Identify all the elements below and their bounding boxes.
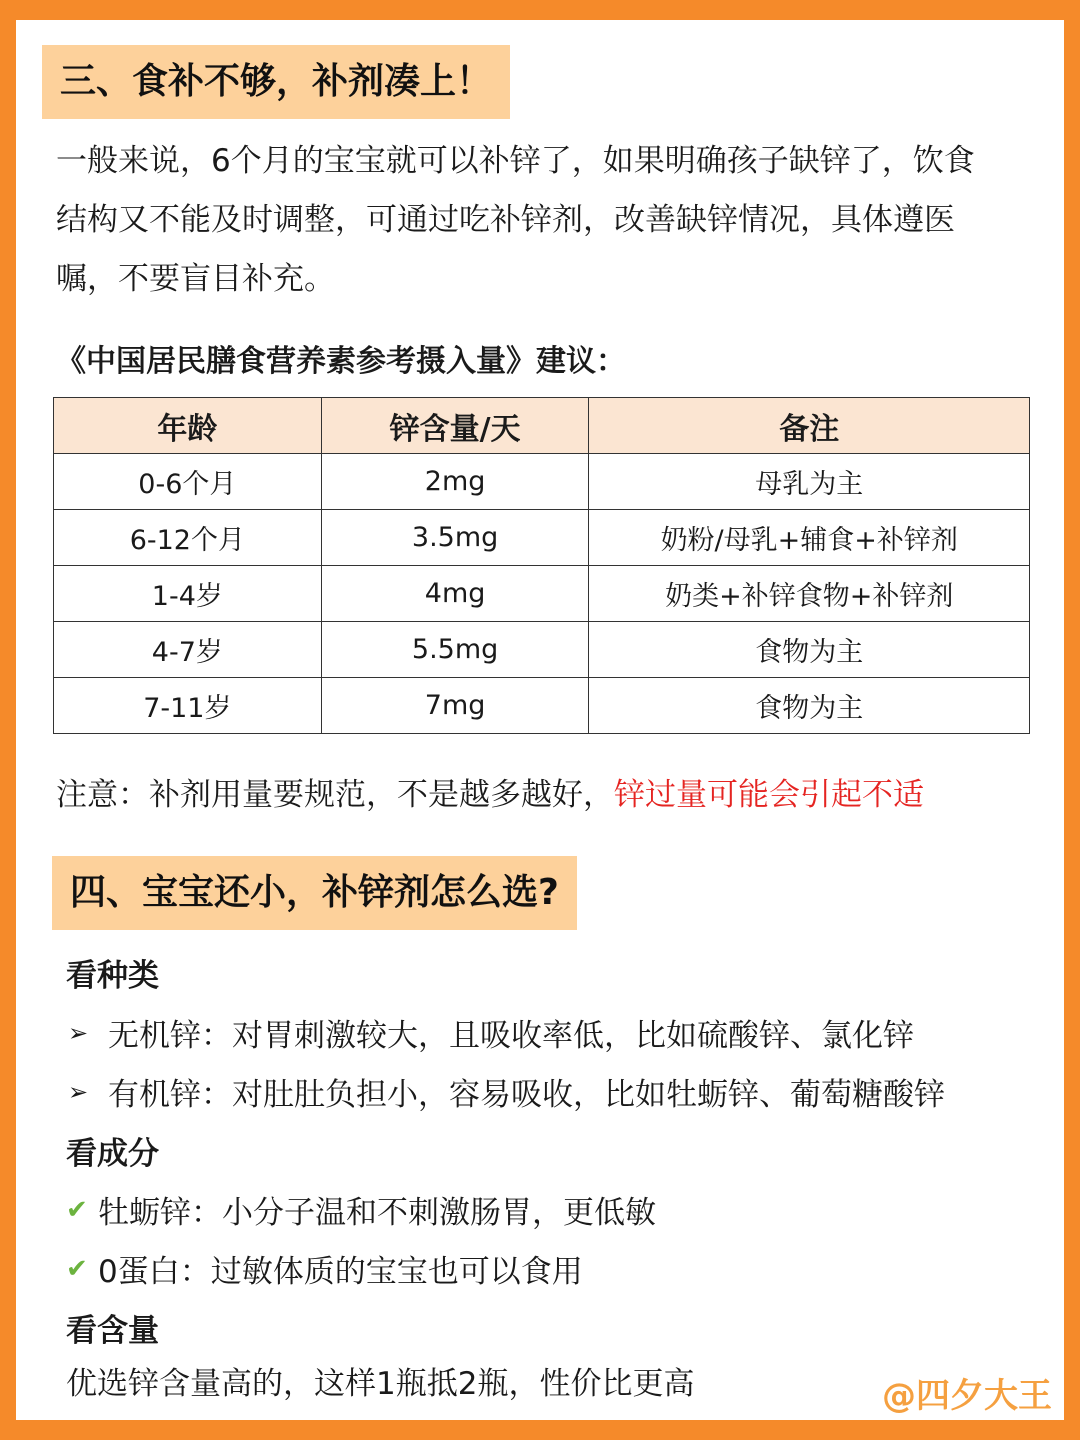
list-item bbox=[68, 1010, 914, 1055]
zinc-intake-table bbox=[53, 397, 1030, 734]
table-cell-age: 7-11岁 bbox=[54, 678, 322, 734]
section4-heading: 四、宝宝还小，补锌剂怎么选? bbox=[52, 856, 577, 930]
table-cell-note: 奶类+补锌食物+补锌剂 bbox=[589, 566, 1030, 622]
content-title: 看含量 bbox=[66, 1313, 159, 1349]
ingredient-title: 看成分 bbox=[66, 1136, 159, 1172]
table-cell-note: 母乳为主 bbox=[589, 454, 1030, 510]
table-cell-zinc: 4mg bbox=[321, 566, 589, 622]
table-header-note: 备注 bbox=[589, 398, 1030, 454]
table-row bbox=[54, 678, 1030, 734]
table-cell-age: 6-12个月 bbox=[54, 510, 322, 566]
table-row bbox=[54, 510, 1030, 566]
table-header-row bbox=[54, 398, 1030, 454]
dosage-note bbox=[56, 766, 924, 825]
table-cell-note: 奶粉/母乳+辅食+补锌剂 bbox=[589, 510, 1030, 566]
ingredient-item-2: 0蛋白：过敏体质的宝宝也可以食用 bbox=[98, 1254, 583, 1290]
table-row bbox=[54, 622, 1030, 678]
check-icon: ✔ bbox=[66, 1253, 88, 1284]
arrow-right-icon: ➢ bbox=[68, 1018, 89, 1047]
list-item bbox=[68, 1069, 945, 1114]
list-item bbox=[66, 1246, 583, 1291]
page bbox=[16, 20, 1064, 1420]
author-watermark: @四夕大王 bbox=[882, 1376, 1052, 1416]
table-row bbox=[54, 566, 1030, 622]
table-row bbox=[54, 454, 1030, 510]
kind-item-2: 有机锌：对肚肚负担小，容易吸收，比如牡蛎锌、葡萄糖酸锌 bbox=[108, 1077, 945, 1113]
table-header-zinc: 锌含量/天 bbox=[321, 398, 589, 454]
section3-heading: 三、食补不够，补剂凑上！ bbox=[42, 45, 510, 119]
section3-para-line-3: 嘱，不要盲目补充。 bbox=[56, 261, 335, 297]
section3-para-line-2: 结构又不能及时调整，可通过吃补锌剂，改善缺锌情况，具体遵医 bbox=[56, 202, 955, 238]
table-cell-age: 1-4岁 bbox=[54, 566, 322, 622]
section3-para-line-1: 一般来说，6个月的宝宝就可以补锌了，如果明确孩子缺锌了，饮食 bbox=[56, 143, 975, 179]
table-cell-age: 0-6个月 bbox=[54, 454, 322, 510]
table-cell-zinc: 7mg bbox=[321, 678, 589, 734]
table-header-age: 年龄 bbox=[54, 398, 322, 454]
table-cell-note: 食物为主 bbox=[589, 678, 1030, 734]
kind-item-1: 无机锌：对胃刺激较大，且吸收率低，比如硫酸锌、氯化锌 bbox=[108, 1018, 914, 1054]
list-item bbox=[66, 1187, 656, 1232]
dosage-note-prefix: 注意：补剂用量要规范，不是越多越好， bbox=[56, 777, 614, 813]
ingredient-item-1: 牡蛎锌：小分子温和不刺激肠胃，更低敏 bbox=[98, 1195, 656, 1231]
kind-title: 看种类 bbox=[66, 958, 159, 994]
dosage-note-warning: 锌过量可能会引起不适 bbox=[614, 777, 924, 813]
table-cell-zinc: 5.5mg bbox=[321, 622, 589, 678]
table-cell-zinc: 3.5mg bbox=[321, 510, 589, 566]
table-cell-note: 食物为主 bbox=[589, 622, 1030, 678]
arrow-right-icon: ➢ bbox=[68, 1077, 89, 1106]
table-cell-age: 4-7岁 bbox=[54, 622, 322, 678]
content-text: 优选锌含量高的，这样1瓶抵2瓶，性价比更高 bbox=[66, 1366, 695, 1402]
check-icon: ✔ bbox=[66, 1194, 88, 1225]
reference-title: 《中国居民膳食营养素参考摄入量》建议： bbox=[56, 344, 626, 379]
table-cell-zinc: 2mg bbox=[321, 454, 589, 510]
